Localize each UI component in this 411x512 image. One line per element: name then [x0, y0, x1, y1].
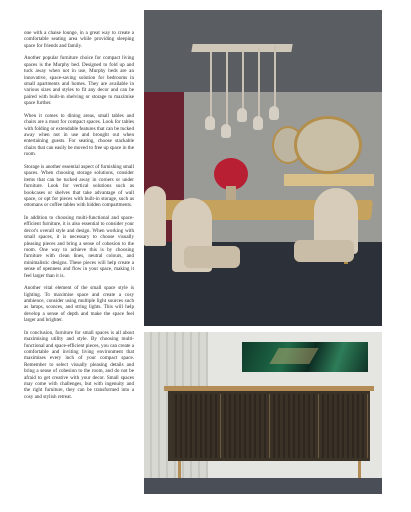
chair-seat — [294, 240, 354, 262]
floor — [144, 478, 382, 494]
pendant-cord — [242, 50, 244, 110]
article-paragraph: Another popular furniture choice for compact living spaces is the Murphy bed. Designed to fold up and tuck away when not in use, Murphy beds are an innovative, space-saving solution for bedrooms in small apartments and homes. They are available in various sizes and styles to fit any decor and can be paired with built-in shelving or storage to maximise space further. — [24, 55, 134, 107]
article-paragraph: In addition to choosing multi-functional and space-efficient furniture, it is also essential to consider your decor's overall style and design. When working with small spaces, it is necessary to choose visually pleasing pieces and bring a sense of cohesion to the room. One way to achieve this is by choosing furniture with clean lines, neutral colours, and minimalistic designs. These pieces will help create a sense of openness and flow in your space, making it feel larger than it is. — [24, 214, 134, 279]
pendant-lamp — [237, 108, 247, 122]
console-table — [284, 174, 374, 186]
sideboard-door — [270, 394, 319, 458]
pendant-lamp — [205, 116, 215, 130]
sideboard-door — [221, 394, 270, 458]
article-paragraph: one with a chaise lounge, in a great way to create a comfortable seating area while providing sleeping space for friends and family. — [24, 30, 134, 49]
pendant-lamp — [221, 124, 231, 138]
pendant-lamp — [269, 106, 279, 120]
chair-seat — [184, 246, 240, 268]
pendant-cord — [210, 52, 212, 118]
sideboard-leg — [358, 461, 361, 479]
pendant-lamp — [253, 116, 263, 130]
vase — [226, 186, 236, 200]
pendant-cord — [226, 52, 228, 126]
article-paragraph: Storage is another essential aspect of furnishing small spaces. When choosing storage solutions, consider items that can be tucked away in corners or under furniture. Look for vertical solutions such as bookcases or shelves that take advantage of wall space, or opt for pieces with built-in storage, such as ottomans or coffee tables with hidden compartments. — [24, 163, 134, 209]
pendant-cord — [274, 46, 276, 108]
pendant-cord — [258, 48, 260, 118]
article-paragraph: When it comes to dining areas, small tables and chairs are a must for compact spaces. Look for tables with folding or extendable features that can be tucked away when not in use and brought out when entertaining guests. For seating, choose stackable chairs that can easily be moved to free up space in the room. — [24, 112, 134, 158]
dining-chair — [144, 186, 166, 246]
article-text-column — [24, 30, 134, 406]
article-paragraph: Another vital element of the small space style is lighting. To maximise space and create a cosy ambience, consider using multiple light sources such as lamps, sconces, and string lights. This will help develop a sense of depth and make the space feel larger and brighter. — [24, 285, 134, 324]
sideboard-leg — [178, 461, 181, 479]
sideboard-door — [319, 394, 368, 458]
dining-room-photo — [144, 10, 382, 326]
sideboard-photo — [144, 332, 382, 494]
round-brass-mirror — [294, 116, 362, 174]
article-paragraph: In conclusion, furniture for small spaces is all about maximising utility and style. By choosing multi-functional and space-efficient pieces, you can create a comfortable and inviting living environment that maximises every inch of your compact space. Remember to select visually pleasing details and bring a sense of cohesion to the room, and do not be afraid to get creative with your decor. Small spaces may come with challenges, but with ingenuity and the right furniture, they can be transformed into a cosy and stylish retreat. — [24, 329, 134, 400]
sideboard-door — [172, 394, 221, 458]
